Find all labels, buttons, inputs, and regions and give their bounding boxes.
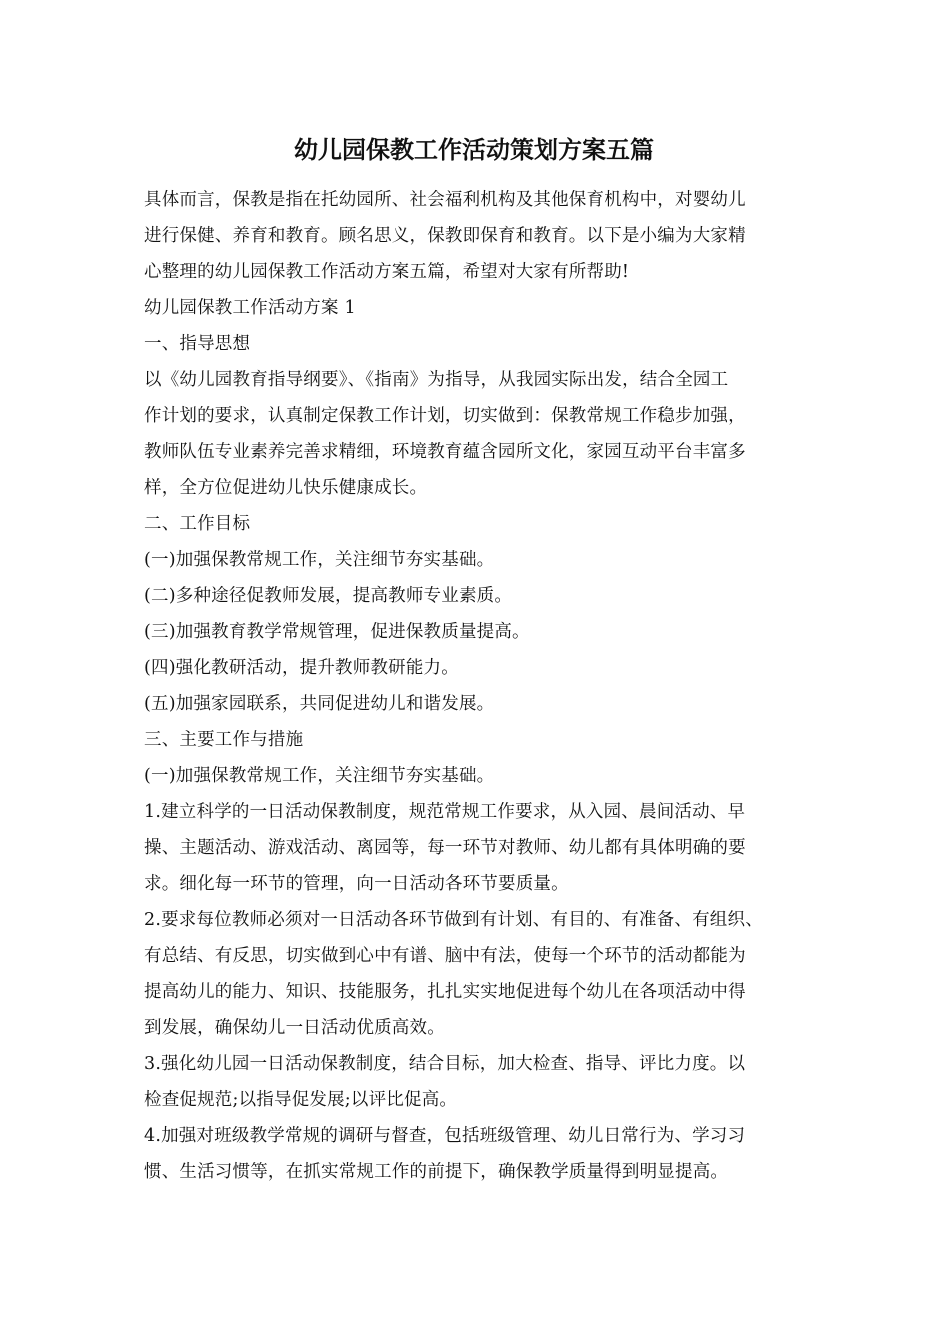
document-body — [144, 182, 824, 1190]
section-heading: 二、工作目标 — [144, 514, 251, 534]
text-line: 惯、生活习惯等，在抓实常规工作的前提下，确保教学质量得到明显提高。 — [144, 1162, 729, 1182]
section-heading: 三、主要工作与措施 — [144, 730, 304, 750]
text-line: 教师队伍专业素养完善求精细，环境教育蕴含园所文化，家园互动平台丰富多 — [144, 442, 746, 462]
text-line: 以《幼儿园教育指导纲要》、《指南》为指导，从我园实际出发，结合全园工 — [144, 370, 729, 390]
text-line: 具体而言，保教是指在托幼园所、社会福利机构及其他保育机构中，对婴幼儿 — [144, 190, 746, 210]
list-item: (五)加强家园联系，共同促进幼儿和谐发展。 — [144, 694, 495, 714]
section-heading: 幼儿园保教工作活动方案 1 — [144, 298, 356, 318]
text-line: 检查促规范;以指导促发展;以评比促高。 — [144, 1090, 458, 1110]
text-line: 求。细化每一环节的管理，向一日活动各环节要质量。 — [144, 874, 569, 894]
text-line: 样，全方位促进幼儿快乐健康成长。 — [144, 478, 428, 498]
text-line: 心整理的幼儿园保教工作活动方案五篇，希望对大家有所帮助! — [144, 262, 630, 282]
text-line: 操、主题活动、游戏活动、离园等，每一环节对教师、幼儿都有具体明确的要 — [144, 838, 746, 858]
list-item: (一)加强保教常规工作，关注细节夯实基础。 — [144, 766, 495, 786]
list-item: (一)加强保教常规工作，关注细节夯实基础。 — [144, 550, 495, 570]
text-line: 2.要求每位教师必须对一日活动各环节做到有计划、有目的、有准备、有组织、 — [144, 910, 763, 930]
text-line: 4.加强对班级教学常规的调研与督查，包括班级管理、幼儿日常行为、学习习 — [144, 1126, 746, 1146]
section-heading: 一、指导思想 — [144, 334, 251, 354]
text-line: 有总结、有反思，切实做到心中有谱、脑中有法，使每一个环节的活动都能为 — [144, 946, 746, 966]
list-item: (二)多种途径促教师发展，提高教师专业素质。 — [144, 586, 513, 606]
list-item: (四)强化教研活动，提升教师教研能力。 — [144, 658, 459, 678]
text-line: 3.强化幼儿园一日活动保教制度，结合目标，加大检查、指导、评比力度。以 — [144, 1054, 746, 1074]
text-line: 提高幼儿的能力、知识、技能服务，扎扎实实地促进每个幼儿在各项活动中得 — [144, 982, 746, 1002]
document-title: 幼儿园保教工作活动策划方案五篇 — [294, 135, 654, 164]
list-item: (三)加强教育教学常规管理，促进保教质量提高。 — [144, 622, 530, 642]
text-line: 作计划的要求，认真制定保教工作计划，切实做到：保教常规工作稳步加强， — [144, 406, 746, 426]
text-line: 1.建立科学的一日活动保教制度，规范常规工作要求，从入园、晨间活动、早 — [144, 802, 746, 822]
text-line: 到发展，确保幼儿一日活动优质高效。 — [144, 1018, 445, 1038]
text-line: 进行保健、养育和教育。顾名思义，保教即保育和教育。以下是小编为大家精 — [144, 226, 746, 246]
